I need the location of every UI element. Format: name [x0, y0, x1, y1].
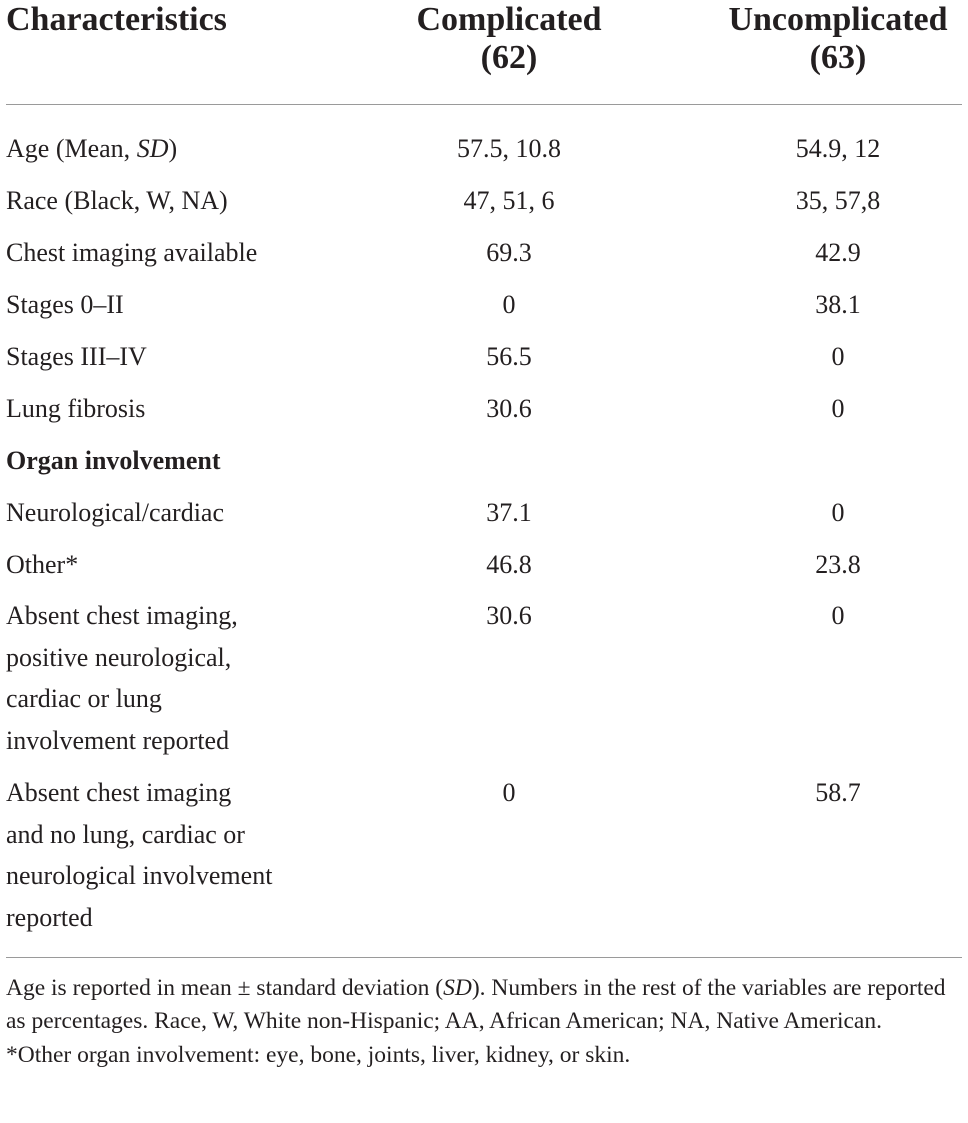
- footnote-text: ). Numbers in the rest of the variables are reported as percentages. Race, W, White non-Hispanic; AA, African American; NA, Native American.: [6, 975, 946, 1034]
- complicated-value: 0: [502, 290, 516, 319]
- footnote-italic: SD: [443, 975, 472, 1001]
- row-label: Lung fibrosis: [6, 394, 146, 423]
- row-label-text: Age (Mean,: [6, 134, 137, 163]
- row-label-line: Absent chest imaging,: [6, 601, 238, 630]
- row-label-line: and no lung, cardiac or: [6, 819, 245, 849]
- row-label-line: reported: [6, 902, 93, 932]
- row-label: [6, 772, 326, 938]
- row-label-text: ): [168, 134, 178, 163]
- uncomplicated-value: 58.7: [815, 778, 861, 807]
- row-label: Chest imaging available: [6, 238, 258, 267]
- row-label: [6, 595, 326, 761]
- table-footnotes: [6, 972, 964, 1072]
- complicated-value: 57.5, 10.8: [457, 134, 561, 163]
- row-label-line: cardiac or lung: [6, 684, 162, 713]
- complicated-value: 47, 51, 6: [463, 186, 555, 215]
- footnote-other-organs: *Other organ involvement: eye, bone, joints, liver, kidney, or skin.: [6, 1042, 631, 1068]
- complicated-value: 30.6: [486, 394, 532, 423]
- complicated-value: 56.5: [486, 342, 532, 371]
- row-label: [6, 128, 326, 170]
- header-complicated: [398, 1, 620, 77]
- row-label: Stages III–IV: [6, 342, 147, 371]
- footnote-text: Age is reported in mean ± standard deviation (: [6, 975, 444, 1001]
- row-label-line: involvement reported: [6, 725, 230, 755]
- complicated-value: 69.3: [486, 238, 532, 267]
- uncomplicated-value: 23.8: [815, 550, 861, 579]
- uncomplicated-value: 35, 57,8: [795, 186, 881, 215]
- complicated-value: 37.1: [486, 498, 532, 527]
- footer-divider: [6, 957, 962, 958]
- row-label: Neurological/cardiac: [6, 498, 224, 527]
- header-uncomplicated: [712, 1, 964, 77]
- row-label: Other*: [6, 550, 79, 579]
- uncomplicated-value: 0: [831, 498, 845, 527]
- header-complicated-name: Complicated: [416, 1, 602, 38]
- row-label-line: neurological involvement: [6, 861, 273, 890]
- uncomplicated-value: 0: [831, 394, 845, 423]
- uncomplicated-value: 38.1: [815, 290, 861, 319]
- row-label-italic: SD: [136, 134, 169, 163]
- header-divider: [6, 104, 962, 105]
- row-label-line: positive neurological,: [6, 642, 232, 672]
- footnote-abbreviations: [6, 972, 964, 1037]
- row-label: Stages 0–II: [6, 290, 124, 319]
- header-characteristics: Characteristics: [6, 1, 227, 38]
- header-uncomplicated-count: (63): [809, 39, 867, 76]
- row-label-line: Absent chest imaging: [6, 778, 232, 807]
- section-heading: Organ involvement: [6, 446, 221, 475]
- complicated-value: 0: [502, 778, 516, 807]
- row-label: Race (Black, W, NA): [6, 186, 228, 215]
- complicated-value: 30.6: [486, 601, 532, 630]
- table-header: [0, 0, 968, 104]
- uncomplicated-value: 42.9: [815, 238, 861, 267]
- uncomplicated-value: 0: [831, 342, 845, 371]
- header-complicated-count: (62): [480, 39, 538, 76]
- uncomplicated-value: 0: [831, 601, 845, 630]
- complicated-value: 46.8: [486, 550, 532, 579]
- uncomplicated-value: 54.9, 12: [795, 134, 881, 163]
- header-uncomplicated-name: Uncomplicated: [728, 1, 948, 38]
